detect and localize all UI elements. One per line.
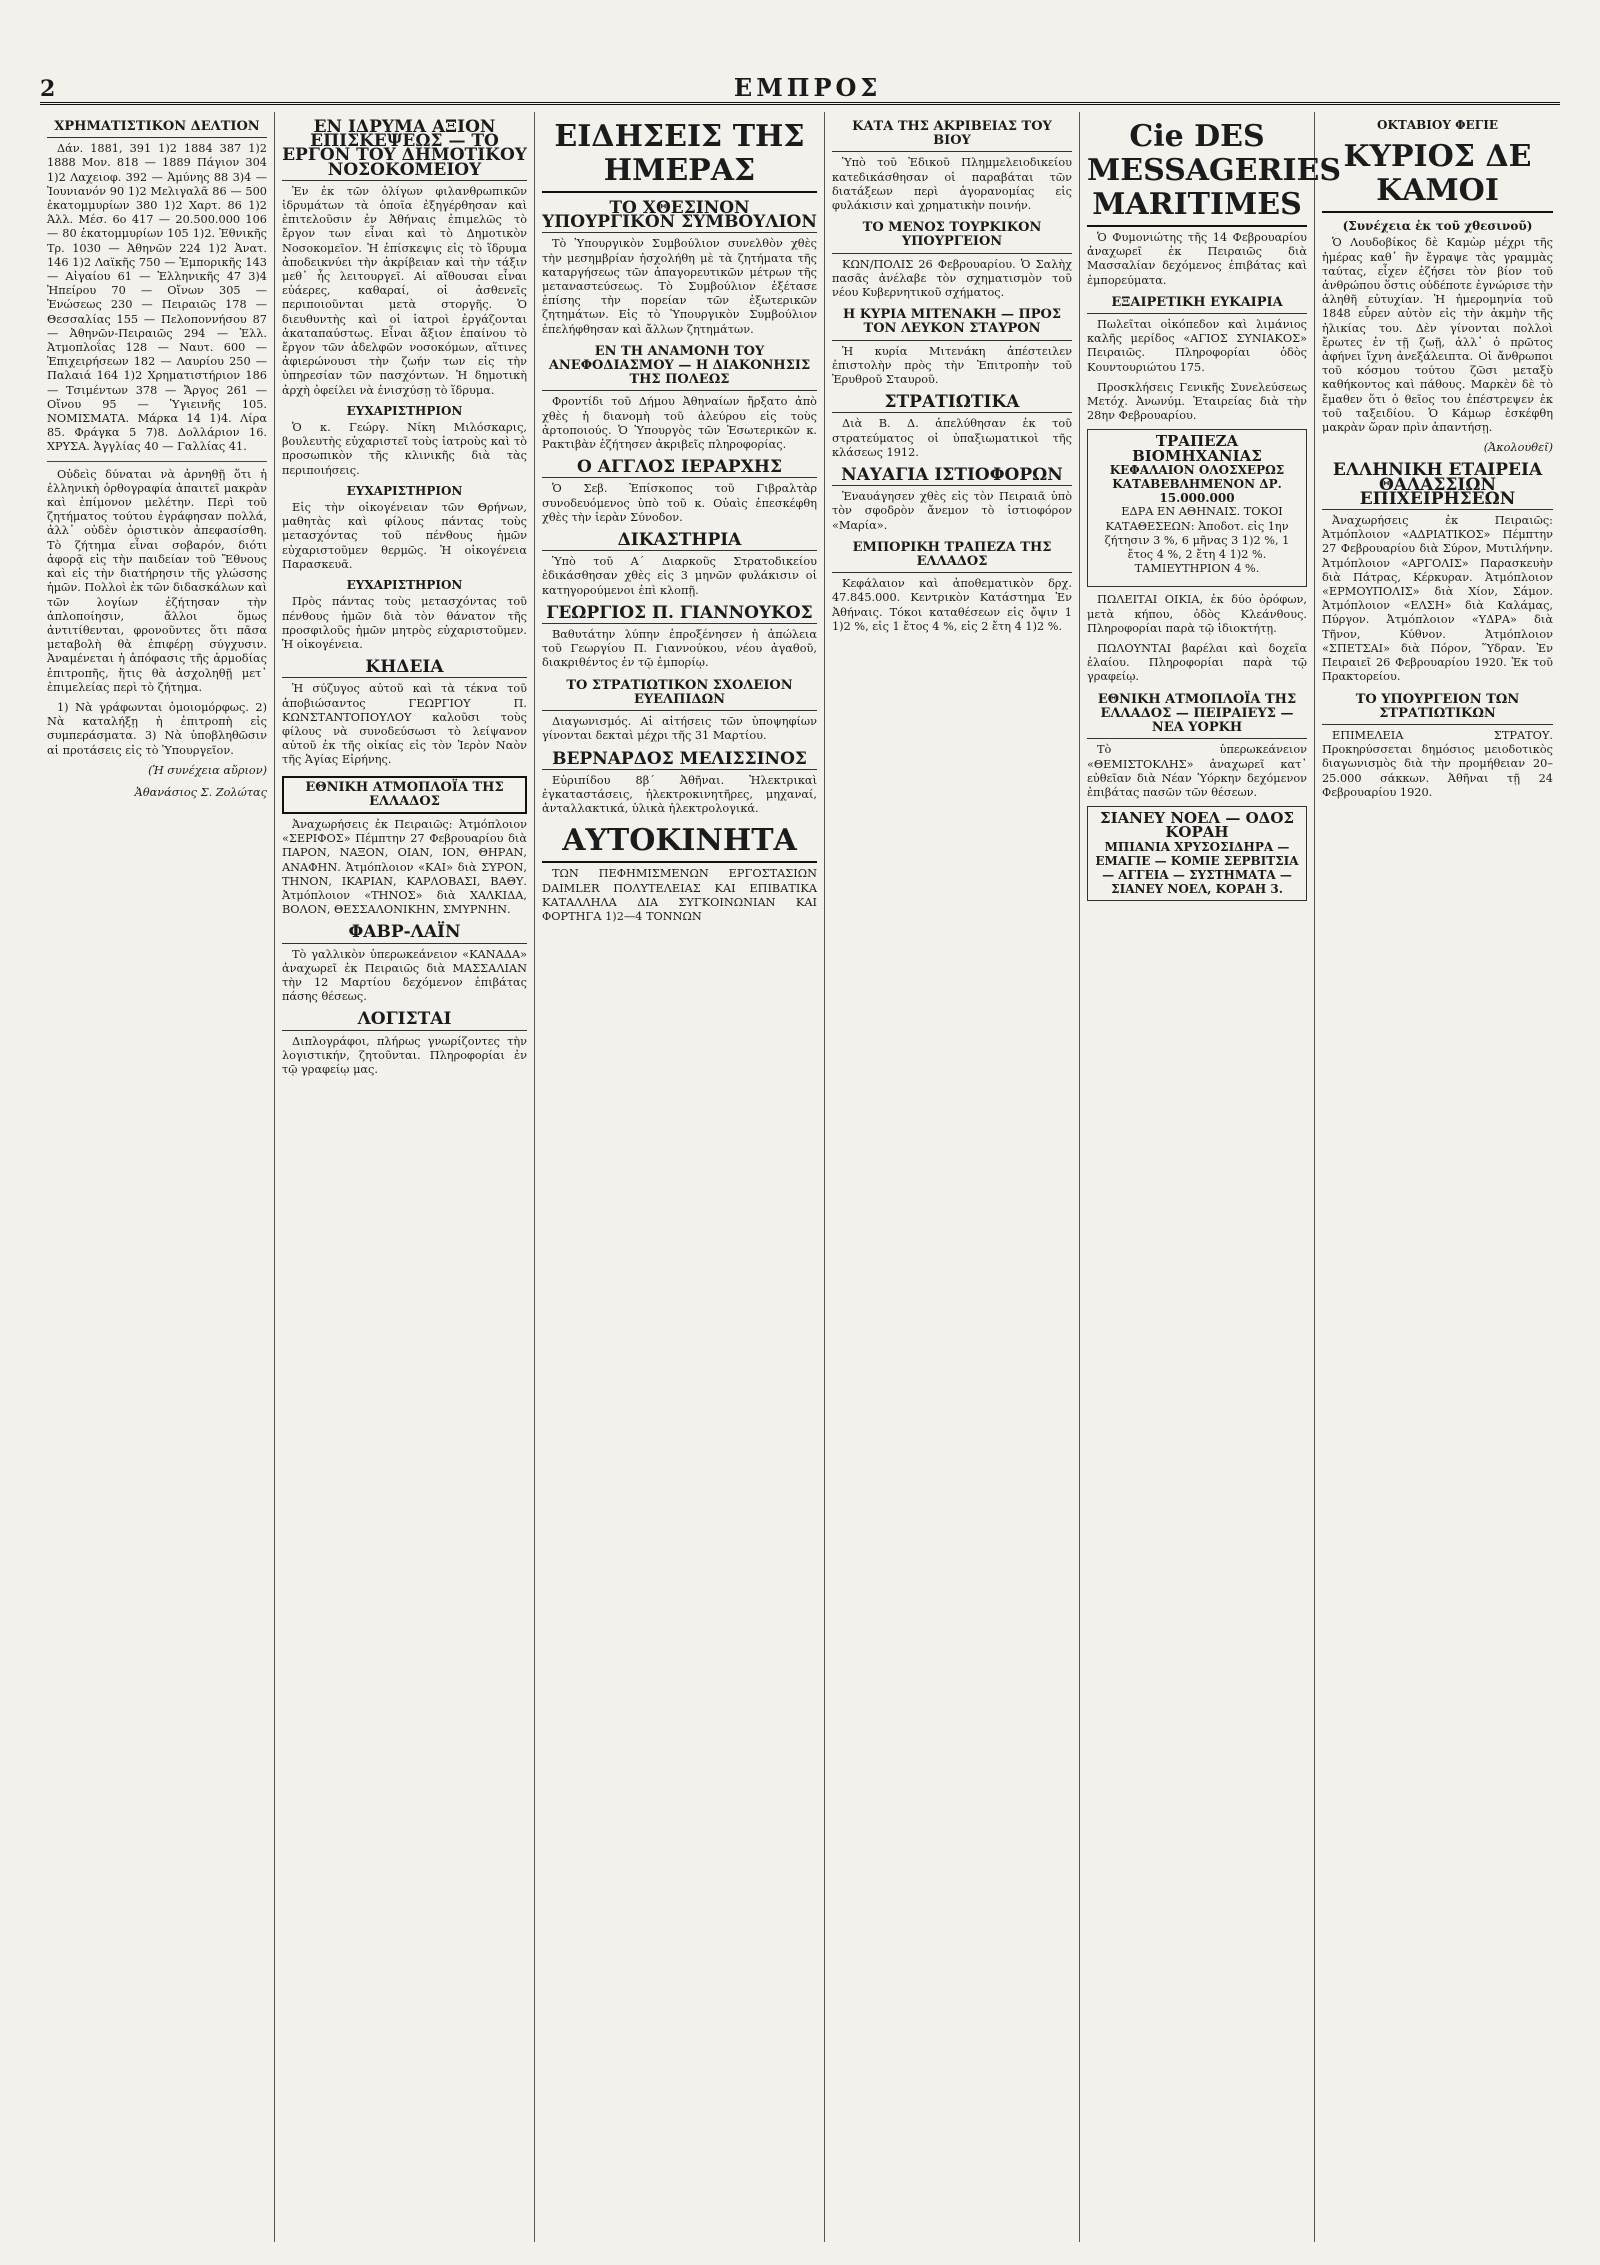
accountants-text: Διπλογράφοι, πλήρως γνωρίζοντες τὴν λογιστικήν, ζητοῦνται. Πληροφορίαι ἐν τῷ γραφείῳ μας. [282,1034,527,1076]
mitenakis-heading: Η ΚΥΡΙΑ ΜΙΤΕΝΑΚΗ — ΠΡΟΣ ΤΟΝ ΛΕΥΚΟΝ ΣΤΑΥΡΟΝ [832,308,1072,340]
shipping-heading: ΕΘΝΙΚΗ ΑΤΜΟΠΛΟΪΑ ΤΗΣ ΕΛΛΑΔΟΣ [282,776,527,814]
hellenic-company-heading: ΕΛΛΗΝΙΚΗ ΕΤΑΙΡΕΙΑ ΘΑΛΑΣΣΙΩΝ ΕΠΙΧΕΙΡΗΣΕΩΝ [1322,463,1553,510]
accountants-heading: ΛΟΓΙΣΤΑΙ [282,1012,527,1030]
opportunity-text: Πωλεῖται οἰκόπεδον καὶ λιμάνιος καλῆς μερίδος «ΑΓΙΟΣ ΣΥΝΙΑΚΟΣ» Πειραιῶς. Πληροφορίαι ὁδὸς Κουντουριώτου 175. [1087,318,1307,374]
thanks-text-3: Πρὸς πάντας τοὺς μετασχόντας τοῦ πένθους ἡμῶν διὰ τὸν θάνατον τῆς προσφιλοῦς ἡμῶν μητρὸς εὐχαριστοῦμεν. Ἡ οἰκογένεια. [282,595,527,651]
military-heading: ΣΤΡΑΤΙΩΤΙΚΑ [832,395,1072,413]
shipping-text: Ἀναχωρήσεις ἐκ Πειραιῶς: Ἀτμόπλοιον «ΣΕΡΙΦΟΣ» Πέμπτην 27 Φεβρουαρίου διὰ ΠΑΡΟΝ, ΝΑΞΟΝ, ΟΙΑΝ, ΙΟΝ, ΘΗΡΑΝ, ΑΝΑΦΗΝ. Ἀτμόπλοιον «ΚΑΙ» διὰ ΣΥΡΟΝ, ΤΗΝΟΝ, ΙΚΑΡΙΑΝ, ΚΑΡΛΟΒΑΣΙ, ΒΑΘΥ. Ἀτμόπλοιον «ΤΗΝΟΣ» διὰ ΧΑΛΚΙΔΑ, ΒΟΛΟΝ, ΘΕΣΣΑΛΟΝΙΚΗΝ, ΣΜΥΡΝΗΝ. [282,817,527,917]
funeral-heading: ΚΗΔΕΙΑ [282,660,527,678]
assembly-invite: Προσκλήσεις Γενικῆς Συνελεύσεως Μετόχ. Ἀνωνύμ. Ἑταιρείας διὰ τὴν 28ην Φεβρουαρίου. [1087,380,1307,423]
mitenakis-text: Ἡ κυρία Μιτενάκη ἀπέστειλεν ἐπιστολὴν πρὸς τὴν Ἐπιτροπὴν τοῦ Ἐρυθροῦ Σταυροῦ. [832,344,1072,387]
obituary-heading: ΓΕΩΡΓΙΟΣ Π. ΓΙΑΝΝΟΥΚΟΣ [542,606,817,624]
news-heading: ΕΙΔΗΣΕΙΣ ΤΗΣ ΗΜΕΡΑΣ [542,120,817,193]
messageries-text: Ὁ Φυμονιώτης τῆς 14 Φεβρουαρίου ἀναχωρεῖ ἐκ Πειραιῶς διὰ Μασσαλίαν δεχόμενος ἐπιβάτας καὶ ἐμπορεύματα. [1087,231,1307,287]
cadets-text: Διαγωνισμός. Αἱ αἰτήσεις τῶν ὑποψηφίων γίνονται δεκταὶ μέχρι τῆς 31 Μαρτίου. [542,715,817,743]
bishop-text: Ὁ Σεβ. Ἐπίσκοπος τοῦ Γιβραλτὰρ συνοδευόμενος ὑπὸ τοῦ κ. Οὐαὶς ἐπεσκέφθη χθὲς τὴν ἱερὰν Σύνοδον. [542,482,817,524]
industry-bank-rates: ΕΔΡΑ ΕΝ ΑΘΗΝΑΙΣ. ΤΟΚΟΙ ΚΑΤΑΘΕΣΕΩΝ: Ἀποδοτ. εἰς 1ην ζήτησιν 3 %, 6 μῆνας 3 1)2 %, 1 ἔτος 4 %, 2 ἔτη 4 1)2 %. ΤΑΜΙΕΥΤΗΡΙΟΝ 4 %. [1104,505,1290,576]
hellenic-company-text: Ἀναχωρήσεις ἐκ Πειραιῶς: Ἀτμόπλοιον «ΑΔΡΙΑΤΙΚΟΣ» Πέμπτην 27 Φεβρουαρίου διὰ Σύρον, Μυτιλήνην. Ἀτμόπλοιον «ΑΡΓΟΛΙΣ» Παρασκευὴν διὰ Πάτρας, Κέρκυραν. Ἀτμόπλοιον «ΕΡΜΟΥΠΟΛΙΣ» διὰ Χίον, Σάμον. Ἀτμόπλοιον «ΕΛΣΗ» διὰ Καλάμας, Πύργον. Ἀτμόπλοιον «ΥΔΡΑ» διὰ Τῆνον, Κύθνον. Ἀτμόπλοιον «ΣΠΕΤΣΑΙ» διὰ Πόρον, Ὕδραν. Ἐν Πειραιεῖ 26 Φεβρουαρίου 1920. Ἐκ τοῦ Πρακτορείου. [1322,514,1553,684]
noel-text: ΜΠΙΑΝΙΑ ΧΡΥΣΟΣΙΔΗΡΑ — ΕΜΑΓΙΕ — ΚΟΜΙΕ ΣΕΡΒΙΤΣΙΑ — ΑΓΓΕΙΑ — ΣΥΣΤΗΜΑΤΑ — ΣΙΑΝΕΥ ΝΟΕΛ, ΚΟΡΑΗ 3. [1095,839,1299,897]
lead-article-points: 1) Νὰ γράφωνται ὁμοιομόρφως. 2) Νὰ καταλήξῃ ἡ ἐπιτροπὴ εἰς συμπεράσματα. 3) Νὰ ὑποβληθῶσιν αἱ προτάσεις εἰς τὸ Ὑπουργεῖον. [47,700,267,757]
messageries-heading: Cie DES MESSAGERIES MARITIMES [1087,120,1307,227]
bernard-text: Εὐριπίδου 8β΄ Ἀθῆναι. Ἠλεκτρικαὶ ἐγκαταστάσεις, ἠλεκτροκινητῆρες, μηχαναί, ἀνταλλακτικά, ὑλικὰ ἠλεκτρολογικά. [542,773,817,816]
military-text: Διὰ Β. Δ. ἀπελύθησαν ἐκ τοῦ στρατεύματος οἱ ὑπαξιωματικοὶ τῆς κλάσεως 1912. [832,417,1072,459]
stock-exchange-heading: ΧΡΗΜΑΤΙΣΤΙΚΟΝ ΔΕΛΤΙΟΝ [47,120,267,138]
lead-article: Οὐδεὶς δύναται νὰ ἀρνηθῇ ὅτι ἡ ἐλληνικὴ ὀρθογραφία ἀπαιτεῖ μακρὰν καὶ ἐπίμονον μελέτην. Περὶ τοῦ ζητήματος τούτου ἐγράφησαν πολλά, ἀλλ᾽ οὐδὲν ὁριστικὸν ἀπεφασίσθη. Τὸ ζήτημα εἶναι σοβαρόν, διότι ἀφορᾷ εἰς τὴν παιδείαν τοῦ Ἔθνους καὶ εἰς τὴν διατήρησιν τῆς γλώσσης ἡμῶν. Πολλοὶ ἐκ τῶν διδασκάλων καὶ τῶν λογίων ἐζήτησαν τὴν ἁπλοποίησιν, ἄλλοι ὅμως ἀντιτίθενται, φρονοῦντες ὅτι πᾶσα μεταβολὴ θὰ ἐπιφέρῃ σύγχυσιν. Ἀναμένεται ἡ ἀπόφασις τῆς ἁρμοδίας ἐπιτροπῆς, ἥτις θὰ ἀσχοληθῇ μετ᾽ ἐπιμελείας περὶ τὸ ζήτημα. [47,467,267,694]
novel-title: ΚΥΡΙΟΣ ΔΕ ΚΑΜΟΙ [1322,140,1553,213]
thanks-text-2: Εἰς τὴν οἰκογένειαν τῶν Θρήνων, μαθητὰς καὶ φίλους πάντας τοὺς μετασχόντας τοῦ πένθους ἡμῶν εὐχαριστοῦμεν θερμῶς. Ἡ οἰκογένεια Παρασκευᾶ. [282,501,527,571]
opportunity-heading: ΕΞΑΙΡΕΤΙΚΗ ΕΥΚΑΙΡΙΑ [1087,296,1307,314]
commercial-bank-heading: ΕΜΠΟΡΙΚΗ ΤΡΑΠΕΖΑ ΤΗΣ ΕΛΛΑΔΟΣ [832,541,1072,573]
noel-ad [1087,806,1307,901]
turkish-heading: ΤΟ ΜΕΝΟΣ ΤΟΥΡΚΙΚΟΝ ΥΠΟΥΡΓΕΙΟΝ [832,221,1072,253]
industry-bank-heading: ΤΡΑΠΕΖΑ ΒΙΟΜΗΧΑΝΙΑΣ [1132,432,1262,465]
ny-line-heading: ΕΘΝΙΚΗ ΑΤΜΟΠΛΟΪΑ ΤΗΣ ΕΛΛΑΔΟΣ — ΠΕΙΡΑΙΕΥΣ — ΝΕΑ ΥΟΡΚΗ [1087,693,1307,740]
prices-heading: ΚΑΤΑ ΤΗΣ ΑΚΡΙΒΕΙΑΣ ΤΟΥ ΒΙΟΥ [832,120,1072,152]
flour-text: Φροντίδι τοῦ Δήμου Ἀθηναίων ἤρξατο ἀπὸ χθὲς ἡ διανομὴ τοῦ ἀλεύρου εἰς τοὺς ἀρτοποιούς. Ὁ Ὑπουργὸς τῶν Ἐσωτερικῶν κ. Ρακτιβὰν ἐζήτησεν ἀκριβεῖς πληροφορίας. [542,395,817,452]
column-5 [1080,112,1342,2242]
novel-author: ΟΚΤΑΒΙΟΥ ΦΕΓΙΕ [1377,118,1498,132]
page-number: 2 [40,76,56,102]
industry-bank-capital: ΚΕΦΑΛΑΙΟΝ ΟΛΟΣΧΕΡΩΣ ΚΑΤΑΒΕΒΛΗΜΕΝΟΝ ΔΡ. 15.000.000 [1109,462,1285,506]
fabre-text: Τὸ γαλλικὸν ὑπερωκεάνειον «ΚΑΝΑΔΑ» ἀναχωρεῖ ἐκ Πειραιῶς διὰ ΜΑΣΣΑΛΙΑΝ τὴν 12 Μαρτίου δεχόμενον ἐπιβάτας πάσης θέσεως. [282,947,527,1004]
courts-text: Ὑπὸ τοῦ Α΄ Διαρκοῦς Στρατοδικείου ἐδικάσθησαν χθὲς εἰς 3 μηνῶν φυλάκισιν οἱ κατηγορούμενοι ἐπὶ κλοπῇ. [542,555,817,597]
ministry-text: ΕΠΙΜΕΛΕΙΑ ΣΤΡΑΤΟΥ. Προκηρύσσεται δημόσιος μειοδοτικὸς διαγωνισμὸς διὰ τὴν προμήθειαν 20–25.000 σάκκων. Ἀθῆναι τῇ 24 Φεβρουαρίου 1920. [1322,728,1553,799]
shipwreck-heading: ΝΑΥΑΓΙΑ ΙΣΤΙΟΦΟΡΩΝ [832,468,1072,486]
novel-text: Ὁ Λουδοβίκος δὲ Καμὼρ μέχρι τῆς ἡμέρας καθ᾽ ἣν ἔγραψε τὰς γραμμὰς ταύτας, εἶχεν ἐζήσει τὸν βίον τοῦ ἀνθρώπου ὅστις οὐδέποτε ἐγνώρισε τὴν ἀληθῆ εὐτυχίαν. Ἡ ἡμερομηνία τοῦ 1848 εὗρεν αὐτὸν εἰς τὴν ἀκμὴν τῆς ἡλικίας του. Δὲν γίνονται πολλοὶ ἔρωτες ἐν τῇ ζωῇ, ἀλλ᾽ ὁ πρῶτος ἀφήνει ἴχνη ἀνεξάλειπτα. Οἱ ἄνθρωποι τοῦ κόσμου τούτου ζῶσι μεταξὺ καθήκοντος καὶ πάθους. Μαρκὲν δὲ τὸ ἔμαθεν ὅτι ὁ θεῖος του ἐπέστρεψεν ἐκ τοῦ ταξειδίου. Ὁ Κάμωρ ἐσκέφθη μακρὰν ὥραν πρὶν ἀπαντήσῃ. [1322,236,1553,435]
column-6 [1315,112,1560,2242]
continued-note: (Ἡ συνέχεια αὔριον) [148,763,267,777]
column-2 [275,112,535,2242]
ministry-heading: ΤΟ ΥΠΟΥΡΓΕΙΟΝ ΤΩΝ ΣΤΡΑΤΙΩΤΙΚΩΝ [1322,693,1553,725]
prices-text: Ὑπὸ τοῦ Ἐδικοῦ Πλημμελειοδικείου κατεδικάσθησαν οἱ παραβάται τῶν διατάξεων περὶ ἀγορανομίας εἰς φυλάκισιν καὶ χρηματικὴν ποινήν. [832,156,1072,213]
column-3 [535,112,825,2242]
article-signature: Ἀθανάσιος Σ. Ζολώτας [134,785,267,799]
thanks-heading-3: ΕΥΧΑΡΙΣΤΗΡΙΟΝ [346,578,463,593]
council-text: Τὸ Ὑπουργικὸν Συμβούλιον συνελθὸν χθὲς τὴν μεσημβρίαν ἠσχολήθη μὲ τὰ ζητήματα τῆς καταργήσεως τῶν ἀπαγορευτικῶν μέτρων τῆς μεταναστεύσεως. Τὸ Συμβούλιον ἐξέτασε ἐπίσης τὴν πορείαν τῶν ἐξωτερικῶν ζητημάτων. Εἰς τὸ Ὑπουργικὸν Συμβούλιον ἐπελήφθησαν καὶ ἄλλων ζητημάτων. [542,237,817,336]
sale-ad-2: ΠΩΛΟΥΝΤΑΙ βαρέλαι καὶ δοχεῖα ἐλαίου. Πληροφορίαι παρὰ τῷ γραφείῳ. [1087,642,1307,684]
thanks-text-1: Ὁ κ. Γεώργ. Νίκη Μιλόσκαρις, βουλευτὴς εὐχαριστεῖ τοὺς ἰατροὺς καὶ τὸ προσωπικὸν τῆς κλινικῆς διὰ τὰς περιποιήσεις. [282,421,527,477]
columns [40,112,1560,2242]
cars-heading: ΑΥΤΟΚΙΝΗΤΑ [542,824,817,863]
commercial-bank-text: Κεφάλαιον καὶ ἀποθεματικὸν δρχ. 47.845.000. Κεντρικὸν Κατάστημα Ἐν Ἀθήναις. Τόκοι καταθέσεων εἰς ὄψιν 1 1)2 %, εἰς 1 ἔτος 4 %, εἰς 2 ἔτη 4 1)2 %. [832,577,1072,633]
novel-followup: (Ἀκολουθεῖ) [1483,441,1553,455]
newspaper-name: ΕΜΠΡΟΣ [733,73,882,102]
stock-exchange-text: Δάν. 1881, 391 1)2 1884 387 1)2 1888 Μον. 818 — 1889 Πάγιον 304 1)2 Λαχειοφ. 392 — Ἀμύνης 88 3)4 — Ἰουνιανόν 90 1)2 Μελιγαλᾶ 86 — 500 ἑκατομμυρίων 380 1)2 Χαρτ. 86 1)2 Άλλ. Μέσ. 6ο 417 — 20.500.000 106 — 80 ἑκατομμυρίων 105 1)2. Ἐθνικῆς Τρ. 1030 — Ἀθηνῶν 224 1)2 Ἀνατ. 146 1)2 Λαϊκῆς 750 — Ἐμπορικῆς 143 — Αἰγαίου 61 — Ἑλληνικῆς 47 3)4 Ἠπείρου 70 — Οἴνων 305 — Ἐνώσεως 230 — Πειραιῶς 178 — Θεσσαλίας 155 — Πελοποννήσου 87 — Ἀθηνῶν-Πειραιῶς 294 — Ἑλλ. Ἀτμοπλοΐας 128 — Ναυτ. 600 — Ἐπιχειρήσεων 182 — Λαυρίου 250 — Παλαιά 164 1)2 Χρηματιστήριον 186 — Τσιμέντων 378 — Ἄργος 261 — Οἴνου 95 — Ὑγιεινῆς 105. ΝΟΜΙΣΜΑΤΑ. Μάρκα 14 1)4. Λίρα 85. Φράγκα 5 7)8. Δολλάριον 16. ΧΡΥΣΑ. Ἀγγλίας 40 — Γαλλίας 41. [47,142,267,454]
turkish-text: ΚΩΝ/ΠΟΛΙΣ 26 Φεβρουαρίου. Ὁ Σαλὴχ πασᾶς ἀνέλαβε τὸν σχηματισμὸν τοῦ νέου Κυβερνητικοῦ σχήματος. [832,257,1072,300]
column-1 [40,112,275,2242]
hospital-article: Ἐν ἐκ τῶν ὀλίγων φιλανθρωπικῶν ἱδρυμάτων τὰ ὁποῖα ἐξηγέρθησαν καὶ ἐπιτελοῦσιν ἐν Ἀθήναις ἐπιμελῶς τὸ ἔργον των εἶναι καὶ τὸ Δημοτικὸν Νοσοκομεῖον. Ἡ ἐπίσκεψις εἰς τὸ ἵδρυμα ἀποδεικνύει τὴν ἀκρίβειαν καὶ τὴν τάξιν μεθ᾽ ἧς λειτουργεῖ. Αἱ αἴθουσαι εἶναι εὐάερες, καθαραί, οἱ ἀσθενεῖς περιποιοῦνται μετὰ στοργῆς. Ὁ διευθυντὴς καὶ οἱ ἰατροὶ ἐργάζονται ἀκαταπαύστως. Εἶναι ἄξιον ἐπαίνου τὸ ἔργον τῶν ἀδελφῶν νοσοκόμων, αἵτινες ἀφιερώνουσι τὴν ζωήν των εἰς τὴν ὑπηρεσίαν τῶν πασχόντων. Ἡ δημοτικὴ ἀρχὴ ὀφείλει νὰ ἐνισχύσῃ τὸ ἵδρυμα. [282,184,527,397]
page-header [40,73,1560,105]
bishop-heading: Ο ΑΓΓΛΟΣ ΙΕΡΑΡΧΗΣ [542,460,817,478]
funeral-text: Ἡ σύζυγος αὐτοῦ καὶ τὰ τέκνα τοῦ ἀποβιώσαντος ΓΕΩΡΓΙΟΥ Π. ΚΩΝΣΤΑΝΤΟΠΟΥΛΟΥ καλοῦσι τοὺς φίλους νὰ συνοδεύσωσι τὸ λείψανον αὐτοῦ ἐκ τῆς οἰκίας εἰς τὸν Ἱερὸν Ναὸν τῆς Ἁγίας Εἰρήνης. [282,682,527,767]
shipwreck-text: Ἐναυάγησεν χθὲς εἰς τὸν Πειραιᾶ ὑπὸ τὸν σφοδρὸν ἄνεμον τὸ ἱστιοφόρον «Μαρία». [832,490,1072,532]
industry-bank-ad [1087,429,1307,587]
ny-line-text: Τὸ ὑπερωκεάνειον «ΘΕΜΙΣΤΟΚΛΗΣ» ἀναχωρεῖ κατ᾽ εὐθεῖαν διὰ Νέαν Ὑόρκην δεχόμενον ἐπιβάτας πασῶν τῶν θέσεων. [1087,743,1307,799]
bernard-heading: ΒΕΡΝΑΡΔΟΣ ΜΕΛΙΣΣΙΝΟΣ [542,752,817,770]
flour-heading: ΕΝ ΤΗ ΑΝΑΜΟΝΗ ΤΟΥ ΑΝΕΦΟΔΙΑΣΜΟΥ — Η ΔΙΑΚΟΝΗΣΙΣ ΤΗΣ ΠΟΛΕΩΣ [542,345,817,392]
sale-ad-1: ΠΩΛΕΙΤΑΙ ΟΙΚΙΑ, ἐκ δύο ὀρόφων, μετὰ κήπου, ὁδὸς Κλεάνθους. Πληροφορίαι παρὰ τῷ ἰδιοκτήτῃ. [1087,593,1307,635]
novel-continued: (Συνέχεια ἐκ τοῦ χθεσινοῦ) [1342,219,1533,234]
fabre-heading: ΦΑΒΡ-ΛΑΪΝ [282,925,527,943]
column-4 [825,112,1080,2242]
thanks-heading-2: ΕΥΧΑΡΙΣΤΗΡΙΟΝ [346,483,463,498]
cars-text: ΤΩΝ ΠΕΦΗΜΙΣΜΕΝΩΝ ΕΡΓΟΣΤΑΣΙΩΝ DAIMLER ΠΟΛΥΤΕΛΕΙΑΣ ΚΑΙ ΕΠΙΒΑΤΙΚΑ ΚΑΤΑΛΛΗΛΑ ΔΙΑ ΣΥΓΚΟΙΝΩΝΙΑΝ ΚΑΙ ΦΟΡΤΗΓΑ 1)2—4 ΤΟΝΝΩΝ [542,867,817,923]
hospital-heading: ΕΝ ΙΔΡΥΜΑ ΑΞΙΟΝ ΕΠΙΣΚΕΨΕΩΣ — ΤΟ ΕΡΓΟΝ ΤΟΥ ΔΗΜΟΤΙΚΟΥ ΝΟΣΟΚΟΜΕΙΟΥ [282,117,527,180]
obituary-text: Βαθυτάτην λύπην ἐπροξένησεν ἡ ἀπώλεια τοῦ Γεωργίου Π. Γιαννούκου, νέου ἀγαθοῦ, διακριθέντος ἐν τῷ ἐμπορίῳ. [542,628,817,670]
cadets-heading: ΤΟ ΣΤΡΑΤΙΩΤΙΚΟΝ ΣΧΟΛΕΙΟΝ ΕΥΕΛΠΙΔΩΝ [542,679,817,711]
courts-heading: ΔΙΚΑΣΤΗΡΙΑ [542,533,817,551]
noel-heading: ΣΙΑΝΕΥ ΝΟΕΛ — ΟΔΟΣ ΚΟΡΑΗ [1099,809,1294,842]
council-heading: ΤΟ ΧΘΕΣΙΝΟΝ ΥΠΟΥΡΓΙΚΟΝ ΣΥΜΒΟΥΛΙΟΝ [542,198,817,233]
thanks-heading-1: ΕΥΧΑΡΙΣΤΗΡΙΟΝ [346,403,463,418]
